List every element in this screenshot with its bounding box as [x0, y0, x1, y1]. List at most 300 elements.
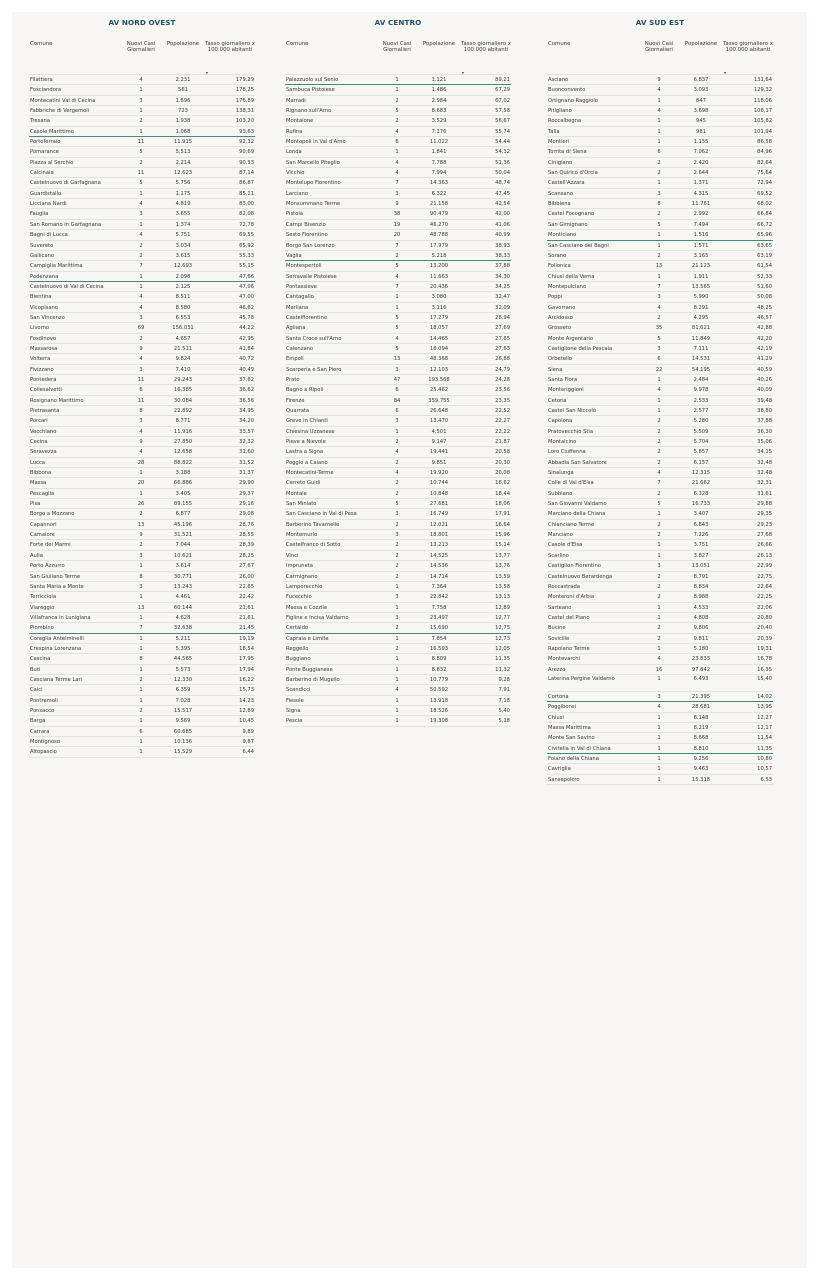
table-row[interactable]: [547, 530, 773, 540]
table-row[interactable]: [285, 654, 511, 664]
cell-comune: Castelnuovo Berardenga: [548, 573, 613, 580]
table-row[interactable]: [29, 292, 255, 302]
cell-nuovi-casi: 5: [657, 501, 661, 508]
table-row[interactable]: [29, 354, 255, 364]
cell-popolazione: 8.148: [693, 714, 709, 721]
cell-popolazione: 5.751: [175, 232, 191, 239]
table-row[interactable]: [285, 96, 511, 106]
table-row[interactable]: [29, 634, 255, 644]
table-row[interactable]: [547, 754, 773, 764]
table-row[interactable]: [547, 551, 773, 561]
table-row[interactable]: [29, 282, 255, 292]
table-row[interactable]: [547, 613, 773, 623]
table-row[interactable]: [547, 416, 773, 426]
cell-nuovi-casi: 2: [657, 625, 661, 632]
table-row[interactable]: [29, 654, 255, 664]
table-row[interactable]: [29, 551, 255, 561]
table-row[interactable]: [285, 447, 511, 457]
cell-nuovi-casi: 3: [139, 97, 143, 104]
table-row[interactable]: [547, 116, 773, 126]
header-tasso[interactable]: Tasso giornaliero x 100.000 abitanti: [723, 41, 774, 54]
table-row[interactable]: [285, 251, 511, 261]
table-row[interactable]: [285, 582, 511, 592]
table-row[interactable]: [29, 303, 255, 313]
table-row[interactable]: [285, 696, 511, 706]
cell-popolazione: 44.565: [173, 656, 193, 663]
cell-popolazione: 28.681: [691, 704, 711, 711]
table-row[interactable]: [547, 540, 773, 550]
cell-comune: Bucine: [548, 625, 566, 632]
table-row[interactable]: [547, 489, 773, 499]
table-row[interactable]: [547, 702, 773, 712]
table-row[interactable]: [547, 468, 773, 478]
table-row[interactable]: [29, 272, 255, 282]
table-row[interactable]: [29, 592, 255, 602]
table-row[interactable]: [29, 644, 255, 654]
table-row[interactable]: [285, 406, 511, 416]
table-row[interactable]: [547, 623, 773, 633]
table-row[interactable]: [29, 375, 255, 385]
table-row[interactable]: [285, 613, 511, 623]
cell-tasso: 31,60: [239, 449, 254, 456]
cell-comune: Cetona: [548, 397, 567, 404]
table-row[interactable]: [547, 775, 773, 785]
table-row[interactable]: [285, 158, 511, 168]
table-row[interactable]: [285, 323, 511, 333]
table-row[interactable]: [547, 313, 773, 323]
cell-tasso: 7,91: [498, 687, 510, 694]
header-popolazione[interactable]: Popolazione: [684, 41, 718, 47]
table-row[interactable]: [547, 344, 773, 354]
cell-popolazione: 8.580: [175, 304, 191, 311]
table-row[interactable]: [29, 665, 255, 675]
table-row[interactable]: [29, 427, 255, 437]
table-row[interactable]: [547, 458, 773, 468]
table-row[interactable]: [285, 644, 511, 654]
table-row[interactable]: [285, 199, 511, 209]
table-row[interactable]: [547, 733, 773, 743]
cell-tasso: 11,35: [757, 745, 772, 752]
table-row[interactable]: [29, 727, 255, 737]
table-row[interactable]: [547, 447, 773, 457]
cell-comune: Impruneta: [286, 563, 313, 570]
table-row[interactable]: [285, 385, 511, 395]
cell-popolazione: 9.978: [693, 387, 709, 394]
table-row[interactable]: [285, 230, 511, 240]
cell-comune: Porto Azzurro: [30, 563, 65, 570]
cell-comune: Licciana Nardi: [30, 201, 67, 208]
table-row[interactable]: [547, 509, 773, 519]
cell-nuovi-casi: 1: [139, 128, 143, 135]
table-row[interactable]: [285, 85, 511, 95]
cell-popolazione: 7.494: [693, 221, 709, 228]
table-row[interactable]: [285, 572, 511, 582]
table-row[interactable]: [29, 323, 255, 333]
cell-tasso: 37,88: [757, 418, 772, 425]
header-popolazione[interactable]: Popolazione: [166, 41, 200, 47]
table-row[interactable]: [285, 540, 511, 550]
table-row[interactable]: [547, 385, 773, 395]
table-row[interactable]: [29, 127, 255, 137]
table-row[interactable]: [285, 716, 511, 726]
cell-popolazione: 7.994: [431, 170, 447, 177]
table-row[interactable]: [29, 572, 255, 582]
header-nuovi-casi[interactable]: Nuovi Casi Giornalieri: [382, 41, 412, 54]
table-row[interactable]: [29, 478, 255, 488]
table-row[interactable]: [547, 723, 773, 733]
table-row[interactable]: [285, 561, 511, 571]
table-row[interactable]: [285, 313, 511, 323]
table-row[interactable]: [547, 282, 773, 292]
table-row[interactable]: [285, 665, 511, 675]
cell-tasso: 20,08: [495, 470, 510, 477]
table-row[interactable]: [29, 520, 255, 530]
header-nuovi-casi[interactable]: Nuovi Casi Giornalieri: [644, 41, 674, 54]
table-row[interactable]: [29, 416, 255, 426]
table-row[interactable]: [285, 137, 511, 147]
cell-tasso: 67,29: [495, 87, 510, 94]
table-row[interactable]: [29, 137, 255, 147]
cell-tasso: 131,64: [753, 77, 772, 83]
cell-comune: Massa e Cozzile: [286, 604, 328, 611]
cell-comune: Camaiore: [30, 532, 55, 539]
table-row[interactable]: [547, 334, 773, 344]
table-row[interactable]: [285, 365, 511, 375]
table-row[interactable]: [285, 272, 511, 282]
table-row[interactable]: [547, 354, 773, 364]
header-tasso[interactable]: Tasso giornaliero x 100.000 abitanti: [205, 41, 256, 54]
table-row[interactable]: [285, 416, 511, 426]
table-row[interactable]: [547, 272, 773, 282]
table-row[interactable]: [29, 344, 255, 354]
cell-comune: Laterina Pergine Valdarno: [548, 676, 615, 683]
table-row[interactable]: [547, 178, 773, 188]
table-row[interactable]: [547, 406, 773, 416]
cell-popolazione: 5.573: [175, 666, 191, 673]
cell-nuovi-casi: 3: [395, 594, 399, 601]
table-row[interactable]: [29, 468, 255, 478]
cell-tasso: 13,95: [757, 704, 772, 711]
cell-tasso: 20,80: [757, 614, 772, 621]
table-row[interactable]: [29, 209, 255, 219]
table-row[interactable]: [29, 747, 255, 757]
header-comune[interactable]: Comune: [286, 41, 309, 47]
table-row[interactable]: [547, 127, 773, 137]
table-row[interactable]: [547, 644, 773, 654]
table-row[interactable]: [285, 178, 511, 188]
table-row[interactable]: [29, 168, 255, 178]
table-row[interactable]: [29, 447, 255, 457]
table-row[interactable]: [285, 520, 511, 530]
cell-comune: Casciana Terme Lari: [30, 676, 83, 683]
table-row[interactable]: [547, 572, 773, 582]
cell-tasso: 50,04: [495, 170, 510, 177]
table-row[interactable]: [285, 685, 511, 695]
cell-tasso: 16,78: [757, 656, 772, 663]
table-row[interactable]: [29, 623, 255, 633]
cell-tasso: 21,45: [239, 625, 254, 632]
cell-tasso: 66,84: [757, 211, 772, 218]
cell-tasso: 19,31: [757, 645, 772, 652]
table-row[interactable]: [547, 96, 773, 106]
table-row[interactable]: [547, 323, 773, 333]
cell-popolazione: 97.842: [691, 666, 711, 673]
table-row[interactable]: [29, 716, 255, 726]
table-row[interactable]: [547, 520, 773, 530]
header-comune[interactable]: Comune: [548, 41, 571, 47]
table-row[interactable]: [285, 303, 511, 313]
cell-popolazione: 9.811: [693, 635, 709, 642]
table-row[interactable]: [285, 344, 511, 354]
table-row[interactable]: [547, 137, 773, 147]
table-row[interactable]: [547, 158, 773, 168]
table-row[interactable]: [547, 437, 773, 447]
cell-comune: Buti: [30, 666, 41, 673]
cell-nuovi-casi: 1: [139, 718, 143, 725]
table-row[interactable]: [285, 623, 511, 633]
cell-tasso: 28,94: [495, 314, 510, 321]
cell-popolazione: 7.176: [431, 128, 447, 135]
cell-popolazione: 1.696: [175, 97, 191, 104]
table-row[interactable]: [29, 116, 255, 126]
cell-comune: Montieri: [548, 139, 570, 146]
table-row[interactable]: [285, 509, 511, 519]
table-row[interactable]: [547, 147, 773, 157]
cell-nuovi-casi: 1: [657, 614, 661, 621]
table-row[interactable]: [547, 396, 773, 406]
cell-popolazione: 8.291: [693, 304, 709, 311]
table-row[interactable]: [29, 582, 255, 592]
table-row[interactable]: [29, 147, 255, 157]
table-row[interactable]: [285, 427, 511, 437]
table-row[interactable]: [285, 634, 511, 644]
table-row[interactable]: [29, 696, 255, 706]
table-row[interactable]: [29, 489, 255, 499]
cell-comune: Poppi: [548, 294, 563, 301]
table-row[interactable]: [547, 189, 773, 199]
table-row[interactable]: [547, 85, 773, 95]
table-row[interactable]: [547, 713, 773, 723]
cell-tasso: 23,56: [495, 387, 510, 394]
cell-tasso: 11,32: [495, 666, 510, 673]
table-row[interactable]: [29, 199, 255, 209]
table-row[interactable]: [285, 189, 511, 199]
table-row[interactable]: [285, 116, 511, 126]
table-row[interactable]: [285, 706, 511, 716]
table-row[interactable]: [547, 561, 773, 571]
table-row[interactable]: [285, 147, 511, 157]
cell-comune: Cerreto Guidi: [286, 480, 321, 487]
cell-comune: Montelupo Fiorentino: [286, 180, 341, 187]
table-row[interactable]: [29, 396, 255, 406]
table-row[interactable]: [547, 292, 773, 302]
table-header: [29, 30, 255, 74]
cell-tasso: 92,32: [239, 139, 254, 146]
table-row[interactable]: [547, 499, 773, 509]
cell-nuovi-casi: 2: [395, 118, 399, 125]
cell-nuovi-casi: 1: [657, 676, 661, 683]
table-row[interactable]: [29, 458, 255, 468]
table-row[interactable]: [547, 230, 773, 240]
cell-popolazione: 31.521: [173, 532, 193, 539]
cell-tasso: 13,59: [495, 573, 510, 580]
cell-nuovi-casi: 2: [657, 532, 661, 539]
table-row[interactable]: [547, 478, 773, 488]
table-row[interactable]: [547, 220, 773, 230]
cell-nuovi-casi: 1: [657, 735, 661, 742]
table-row[interactable]: [547, 665, 773, 675]
table-row[interactable]: [29, 561, 255, 571]
table-row[interactable]: [29, 406, 255, 416]
table-row[interactable]: [547, 251, 773, 261]
table-row[interactable]: [547, 764, 773, 774]
cell-nuovi-casi: 4: [395, 128, 399, 135]
table-row[interactable]: [547, 168, 773, 178]
table-row[interactable]: [547, 365, 773, 375]
table-row[interactable]: [29, 334, 255, 344]
table-row[interactable]: [29, 230, 255, 240]
table-row[interactable]: [29, 675, 255, 685]
cell-tasso: 6,53: [760, 776, 772, 783]
table-row[interactable]: [547, 744, 773, 754]
table-row[interactable]: [29, 85, 255, 95]
table-row[interactable]: [29, 178, 255, 188]
table-row[interactable]: [29, 499, 255, 509]
table-row[interactable]: [29, 530, 255, 540]
table-row[interactable]: [285, 127, 511, 137]
cell-comune: Pratovecchio Stia: [548, 428, 594, 435]
cell-nuovi-casi: 20: [137, 480, 145, 487]
table-row[interactable]: [29, 220, 255, 230]
table-row[interactable]: [29, 96, 255, 106]
cell-comune: Tresana: [30, 118, 50, 125]
table-row[interactable]: [285, 499, 511, 509]
table-row[interactable]: [547, 634, 773, 644]
cell-nuovi-casi: 2: [657, 252, 661, 259]
cell-tasso: 55,15: [239, 263, 254, 270]
table-row[interactable]: [285, 437, 511, 447]
table-row[interactable]: [285, 375, 511, 385]
table-row[interactable]: [29, 106, 255, 116]
table-row[interactable]: [29, 158, 255, 168]
table-row[interactable]: [285, 675, 511, 685]
table-row[interactable]: [547, 592, 773, 602]
table-row[interactable]: [285, 106, 511, 116]
table-row[interactable]: [547, 654, 773, 664]
table-row[interactable]: [285, 209, 511, 219]
table-row[interactable]: [29, 189, 255, 199]
cell-nuovi-casi: 4: [139, 304, 143, 311]
table-row[interactable]: [285, 334, 511, 344]
table-row[interactable]: [29, 737, 255, 747]
cell-tasso: 15,40: [757, 676, 772, 683]
cell-tasso: 68,02: [757, 201, 772, 208]
table-row[interactable]: [29, 251, 255, 261]
cell-tasso: 129,32: [753, 87, 772, 94]
cell-nuovi-casi: 1: [139, 108, 143, 115]
table-row[interactable]: [285, 220, 511, 230]
cell-comune: Pontassieve: [286, 283, 317, 290]
cell-comune: Castel Focognano: [548, 211, 595, 218]
cell-popolazione: 3.093: [693, 87, 709, 94]
table-row[interactable]: [285, 292, 511, 302]
table-row[interactable]: [547, 692, 773, 702]
cell-popolazione: 8.791: [693, 573, 709, 580]
table-row[interactable]: [285, 282, 511, 292]
table-row[interactable]: [29, 241, 255, 251]
table-row[interactable]: [547, 261, 773, 271]
cell-nuovi-casi: 7: [657, 480, 661, 487]
table-row[interactable]: [285, 478, 511, 488]
table-row[interactable]: [29, 603, 255, 613]
header-popolazione[interactable]: Popolazione: [422, 41, 456, 47]
table-row[interactable]: [285, 551, 511, 561]
header-comune[interactable]: Comune: [30, 41, 53, 47]
table-row[interactable]: [29, 261, 255, 271]
table-row[interactable]: [285, 458, 511, 468]
table-row[interactable]: [547, 375, 773, 385]
cell-tasso: 40,99: [495, 232, 510, 239]
table-row[interactable]: [29, 540, 255, 550]
table-row[interactable]: [29, 685, 255, 695]
table-row[interactable]: [285, 396, 511, 406]
table-row[interactable]: [29, 509, 255, 519]
table-row[interactable]: [29, 613, 255, 623]
table-row[interactable]: [285, 592, 511, 602]
sort-descending-icon[interactable]: ▾: [462, 70, 465, 75]
table-row[interactable]: [285, 603, 511, 613]
table-row[interactable]: [547, 582, 773, 592]
table-row[interactable]: [29, 437, 255, 447]
table-row[interactable]: [29, 313, 255, 323]
table-row[interactable]: [547, 427, 773, 437]
cell-comune: Pontremoli: [30, 697, 58, 704]
table-row[interactable]: [547, 675, 773, 692]
table-row[interactable]: [547, 209, 773, 219]
sort-descending-icon[interactable]: ▾: [724, 70, 727, 75]
table-row[interactable]: [547, 303, 773, 313]
table-row[interactable]: [547, 75, 773, 85]
table-row[interactable]: [285, 468, 511, 478]
table-row[interactable]: [547, 603, 773, 613]
cell-comune: Cecina: [30, 439, 48, 446]
cell-comune: Castelfiorentino: [286, 314, 328, 321]
header-tasso[interactable]: Tasso giornaliero x 100.000 abitanti: [461, 41, 512, 54]
table-row[interactable]: [547, 241, 773, 251]
cell-comune: San Giuliano Terme: [30, 573, 81, 580]
table-row[interactable]: [547, 106, 773, 116]
table-row[interactable]: [285, 241, 511, 251]
header-nuovi-casi[interactable]: Nuovi Casi Giornalieri: [126, 41, 156, 54]
cell-comune: Cantagallo: [286, 294, 314, 301]
sort-descending-icon[interactable]: ▾: [206, 70, 209, 75]
table-row[interactable]: [29, 385, 255, 395]
table-row[interactable]: [285, 489, 511, 499]
table-row[interactable]: [285, 168, 511, 178]
cell-comune: Montepulciano: [548, 283, 587, 290]
table-row[interactable]: [29, 706, 255, 716]
table-row[interactable]: [285, 75, 511, 85]
table-row[interactable]: [29, 75, 255, 85]
table-row[interactable]: [29, 365, 255, 375]
cell-tasso: 39,48: [757, 397, 772, 404]
table-row[interactable]: [547, 199, 773, 209]
cell-popolazione: 1.374: [175, 221, 191, 228]
table-row[interactable]: [285, 354, 511, 364]
table-row[interactable]: [285, 530, 511, 540]
cell-nuovi-casi: 2: [139, 118, 143, 125]
table-row[interactable]: [285, 261, 511, 271]
